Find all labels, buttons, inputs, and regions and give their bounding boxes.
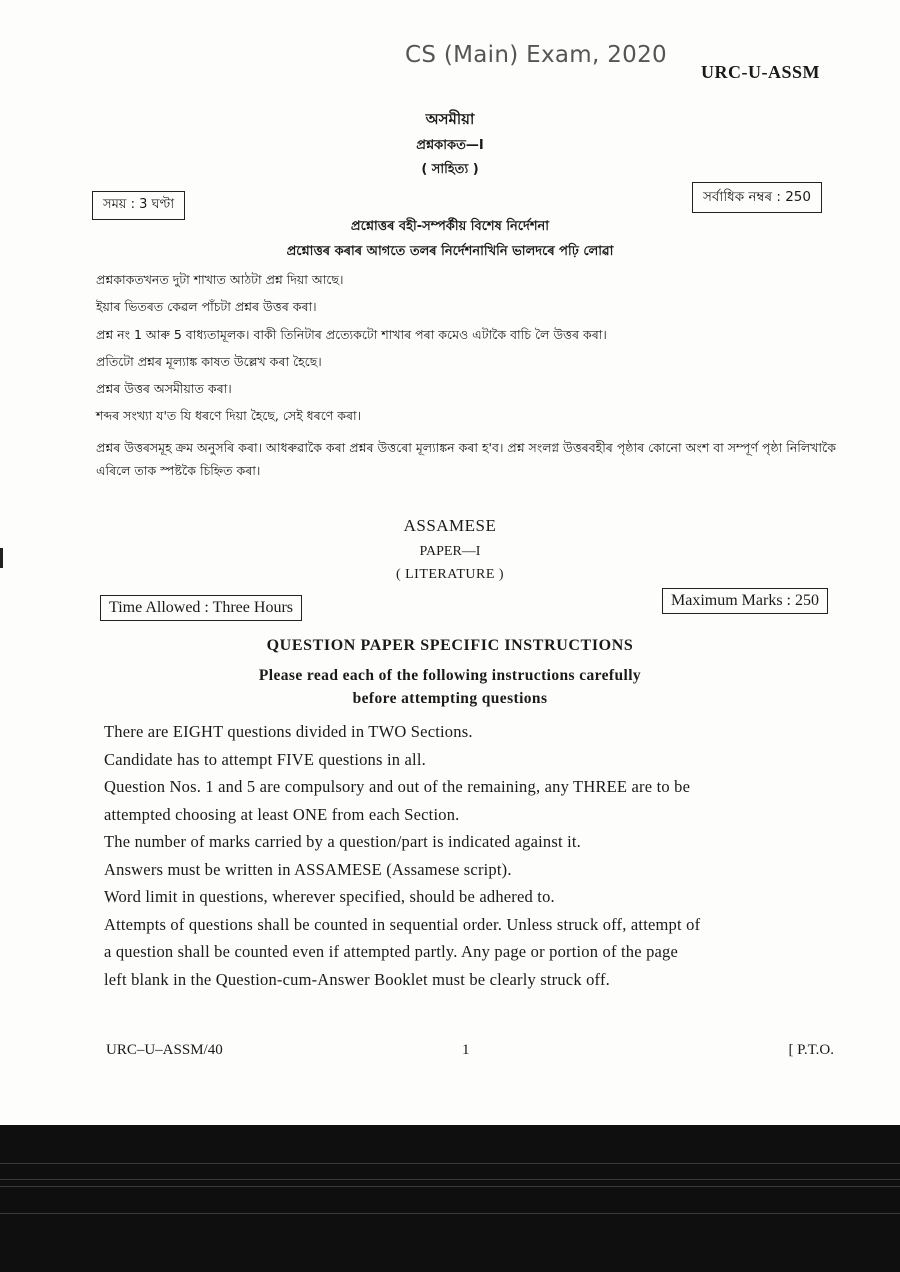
english-marks-box: Maximum Marks : 250	[662, 588, 828, 614]
assamese-instruction: ইয়াৰ ভিতৰত কেৱল পাঁচটা প্ৰশ্নৰ উত্তৰ কৰা।	[96, 299, 317, 315]
english-instructions-list	[104, 718, 840, 993]
scan-artifact-line	[0, 1163, 900, 1164]
english-instruction: Attempts of questions shall be counted in sequential order. Unless struck off, attempt of	[104, 914, 701, 934]
assamese-marks-box: সৰ্বাধিক নম্বৰ : 250	[692, 182, 822, 213]
assamese-instruction: প্ৰশ্নৰ উত্তৰ অসমীয়াত কৰা।	[96, 381, 232, 396]
english-time-box: Time Allowed : Three Hours	[100, 595, 302, 621]
english-paper: PAPER—I	[419, 544, 481, 559]
english-instruction: Question Nos. 1 and 5 are compulsory and out of the remaining, any THREE are to be	[104, 777, 691, 796]
assamese-paper: প্ৰশ্নকাকত—I	[416, 138, 484, 153]
english-instructions-heading: QUESTION PAPER SPECIFIC INSTRUCTIONS	[266, 637, 634, 654]
english-instructions-subheading-1: Please read each of the following instructions carefully	[258, 667, 642, 684]
assamese-instructions-heading: প্ৰশ্নোত্তৰ বহী-সম্পৰ্কীয় বিশেষ নিৰ্দেশনা	[350, 219, 550, 234]
assamese-instruction: শব্দৰ সংখ্যা য'ত যি ধৰণে দিয়া হৈছে, সেই ধৰণে কৰা।	[96, 408, 362, 424]
assamese-time-box: সময় : 3 ঘণ্টা	[92, 191, 185, 220]
assamese-instruction: প্ৰশ্ন নং 1 আৰু 5 বাধ্যতামূলক। বাকী তিনিটাৰ প্ৰত্যেকটো শাখাৰ পৰা কমেও এটাকৈ বাচি লৈ উত্তৰ কৰা।	[96, 326, 607, 342]
english-subject: ( LITERATURE )	[395, 567, 505, 582]
english-instruction: The number of marks carried by a question/part is indicated against it.	[104, 832, 581, 851]
scan-artifact-line	[0, 1179, 900, 1180]
assamese-instruction: প্ৰশ্নকাকতখনত দুটা শাখাত আঠটা প্ৰশ্ন দিয়া আছে।	[96, 272, 344, 287]
assamese-instructions-list	[96, 272, 836, 494]
english-instruction: a question shall be counted even if attempted partly. Any page or portion of the page	[104, 942, 679, 961]
english-instruction: attempted choosing at least ONE from each Section.	[104, 804, 460, 824]
scanner-background	[0, 1125, 900, 1272]
assamese-title: অসমীয়া	[425, 110, 475, 128]
assamese-instruction: প্ৰশ্নৰ উত্তৰসমূহ ক্ৰম অনুসৰি কৰা। আধৰুৱাকৈ কৰা প্ৰশ্নৰ উত্তৰো মূল্যাঙ্কন কৰা হ'ব। প্ৰশ্ন সংলগ্ন উত্তৰবহীৰ পৃষ্ঠাৰ কোনো অংশ বা সম্পূৰ্ণ পৃষ্ঠা নিলিখাকৈ এৰিলে তাক স্পষ্টকৈ চিহ্নিত কৰা।	[96, 439, 836, 479]
english-title: ASSAMESE	[403, 516, 497, 535]
footer-pto: [ P.T.O.	[788, 1042, 834, 1058]
english-instruction: There are EIGHT questions divided in TWO Sections.	[104, 722, 473, 741]
footer-code: URC–U–ASSM/40	[106, 1042, 223, 1058]
english-instruction: Candidate has to attempt FIVE questions in all.	[104, 749, 426, 769]
assamese-instructions-subheading: প্ৰশ্নোত্তৰ কৰাৰ আগতে তলৰ নিৰ্দেশনাখিনি ভালদৰে পঢ়ি লোৱা	[286, 244, 614, 259]
paper-code: URC-U-ASSM	[701, 62, 820, 82]
english-instructions-subheading-2: before attempting questions	[352, 690, 548, 707]
assamese-instruction: প্ৰতিটো প্ৰশ্নৰ মূল্যাঙ্ক কাষত উল্লেখ কৰা হৈছে।	[96, 353, 322, 369]
assamese-subject: ( সাহিত্য )	[421, 162, 479, 177]
scan-artifact-line	[0, 1186, 900, 1187]
exam-stamp: CS (Main) Exam, 2020	[405, 42, 667, 68]
scan-artifact-line	[0, 1213, 900, 1214]
english-instruction: Word limit in questions, wherever specified, should be adhered to.	[104, 887, 555, 906]
footer-page-number: 1	[462, 1042, 470, 1058]
english-instruction: left blank in the Question-cum-Answer Booklet must be clearly struck off.	[104, 969, 610, 989]
english-instruction: Answers must be written in ASSAMESE (Assamese script).	[104, 859, 512, 879]
